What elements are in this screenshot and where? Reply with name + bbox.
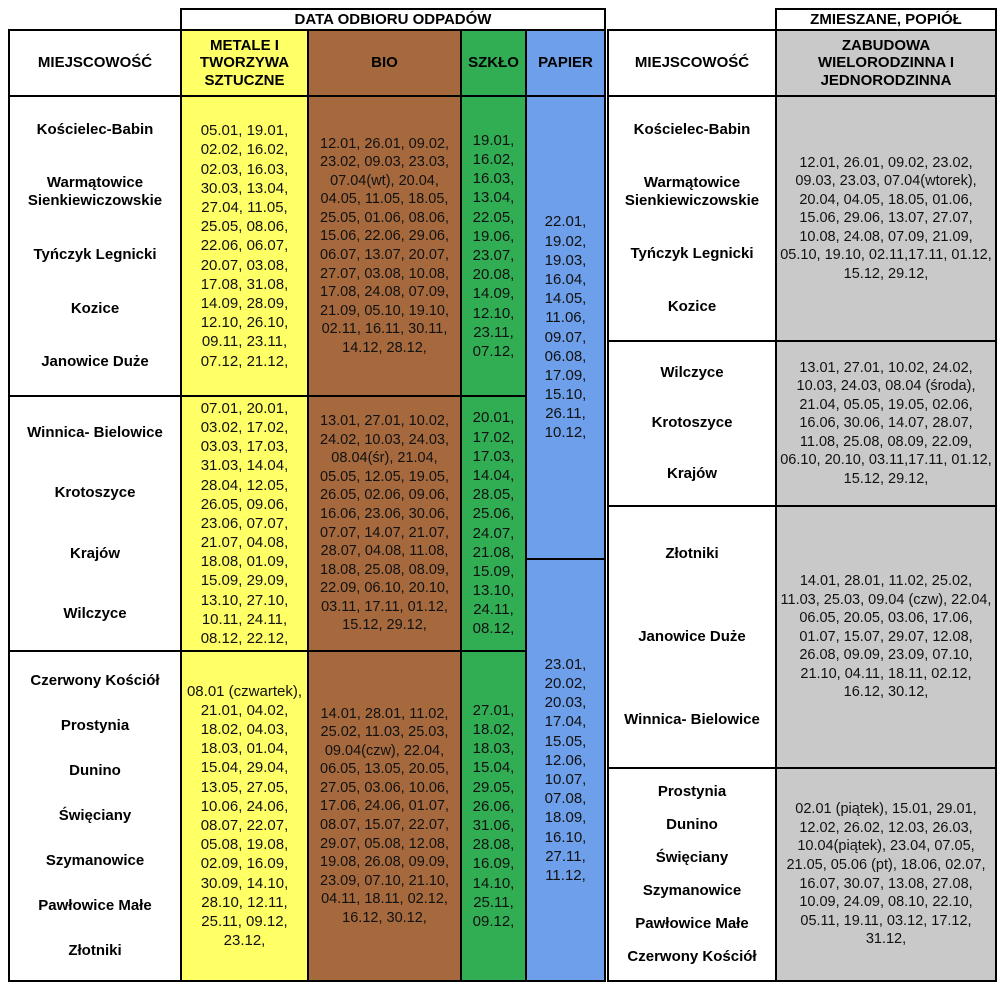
left-table-top-header: DATA ODBIORU ODPADÓW (180, 8, 606, 31)
right-group3-dates: 14.01, 28.01, 11.02, 25.02, 11.03, 25.03, 09.04 (czw), 22.04, 06.05, 20.05, 03.06, 17.06, 01.07, 15.07, 29.07, 12.08, 26.08, 09.09, 23.09, 07.10, 21.10, 04.11, 18.11, 02.12, 16.12, 30.12, (775, 505, 997, 769)
right-group2-dates: 13.01, 27.01, 10.02, 24.02, 10.03, 24.03, 08.04 (środa), 21.04, 05.05, 19.05, 02.06, 16.06, 30.06, 14.07, 28.07, 11.08, 25.08, 08.09, 22.09, 06.10, 20.10, 03.11,17.11, 01.12, 15.12, 29.12, (775, 340, 997, 507)
left-col-header-miejscowosc: MIEJSCOWOŚĆ (8, 29, 182, 97)
locality-label: Kozice (667, 298, 717, 316)
left-group1-bio-dates: 12.01, 26.01, 09.02, 23.02, 09.03, 23.03, 07.04(wt), 20.04, 04.05, 11.05, 18.05, 25.05, 01.06, 08.06, 15.06, 22.06, 29.06, 06.07, 13.07, 20.07, 27.07, 03.08, 10.08, 17.08, 24.08, 07.09, 21.09, 05.10, 19.10, 02.11, 16.11, 30.11, 14.12, 28.12, (307, 95, 462, 397)
left-col-header-metale: METALE I TWORZYWA SZTUCZNE (180, 29, 309, 97)
left-group2-bio-dates: 13.01, 27.01, 10.02, 24.02, 10.03, 24.03, 08.04(śr), 21.04, 05.05, 12.05, 19.05, 26.05, 02.06, 09.06, 16.06, 23.06, 30.06, 07.07, 14.07, 21.07, 28.07, 04.08, 11.08, 18.08, 25.08, 08.09, 22.09, 06.10, 20.10, 03.11, 17.11, 01.12, 15.12, 29.12, (307, 395, 462, 652)
locality-label: Winnica- Bielowice (624, 710, 760, 728)
locality-label: Warmątowice Sienkiewiczowskie (624, 173, 760, 209)
left-group2-szklo-dates: 20.01, 17.02, 17.03, 14.04, 28.05, 25.06, 24.07, 21.08, 15.09, 13.10, 24.11, 08.12, (460, 395, 527, 652)
left-col-header-bio: BIO (307, 29, 462, 97)
locality-label: Krotoszyce (54, 484, 136, 502)
locality-label: Pawłowice Małe (635, 915, 749, 933)
right-group4-dates: 02.01 (piątek), 15.01, 29.01, 12.02, 26.02, 12.03, 26.03, 10.04(piątek), 23.04, 07.05, 21.05, 05.06 (pt), 18.06, 02.07, 16.07, 30.07, 13.08, 27.08, 10.09, 24.09, 08.10, 22.10, 05.11, 19.11, 03.12, 17.12, 31.12, (775, 767, 997, 982)
left-group2-localities (8, 395, 182, 652)
locality-label: Krajów (69, 544, 120, 562)
locality-label: Kościelec-Babin (633, 120, 751, 138)
right-col-header-miejscowosc: MIEJSCOWOŚĆ (607, 29, 777, 97)
locality-label: Dunino (69, 761, 121, 779)
locality-label: Kozice (70, 299, 120, 317)
left-group3-localities (8, 650, 182, 982)
locality-label: Wilczyce (660, 364, 724, 382)
left-col-header-papier: PAPIER (525, 29, 606, 97)
papier-dates-cell-1: 22.01, 19.02, 19.03, 16.04, 14.05, 11.06, 09.07, 06.08, 17.09, 15.10, 26.11, 10.12, (525, 95, 606, 560)
locality-label: Krajów (666, 464, 717, 482)
locality-label: Janowice Duże (638, 627, 746, 645)
locality-label: Tyńczyk Legnicki (630, 245, 754, 263)
locality-label: Złotniki (68, 942, 122, 960)
locality-label: Warmątowice Sienkiewiczowskie (27, 174, 163, 210)
locality-label: Winnica- Bielowice (27, 424, 163, 442)
locality-label: Święciany (655, 848, 729, 866)
locality-label: Prostynia (657, 782, 727, 800)
right-group2-localities (607, 340, 777, 507)
papier-dates-cell-2: 23.01, 20.02, 20.03, 17.04, 15.05, 12.06, 10.07, 07.08, 18.09, 16.10, 27.11, 11.12, (525, 558, 606, 982)
left-group3-bio-dates: 14.01, 28.01, 11.02, 25.02, 11.03, 25.03, 09.04(czw), 22.04, 06.05, 13.05, 20.05, 27.05, 03.06, 10.06, 17.06, 24.06, 01.07, 08.07, 15.07, 22.07, 29.07, 05.08, 12.08, 19.08, 26.08, 09.09, 23.09, 07.10, 21.10, 04.11, 18.11, 02.12, 16.12, 30.12, (307, 650, 462, 982)
locality-label: Dunino (666, 815, 718, 833)
right-group1-dates: 12.01, 26.01, 09.02, 23.02, 09.03, 23.03, 07.04(wtorek), 20.04, 04.05, 18.05, 01.06, 15.06, 29.06, 13.07, 27.07, 10.08, 24.08, 07.09, 21.09, 05.10, 19.10, 02.11,17.11, 01.12, 15.12, 29.12, (775, 95, 997, 342)
left-group3-szklo-dates: 27.01, 18.02, 18.03, 15.04, 29.05, 26.06, 31.06, 28.08, 16.09, 14.10, 25.11, 09.12, (460, 650, 527, 982)
right-group1-localities (607, 95, 777, 342)
locality-label: Krotoszyce (651, 414, 733, 432)
locality-label: Złotniki (665, 545, 719, 563)
right-group4-localities (607, 767, 777, 982)
locality-label: Czerwony Kościół (30, 671, 160, 689)
left-group3-metale-dates: 08.01 (czwartek), 21.01, 04.02, 18.02, 04.03, 18.03, 01.04, 15.04, 29.04, 13.05, 27.05, 10.06, 24.06, 08.07, 22.07, 05.08, 19.08, 02.09, 16.09, 30.09, 14.10, 28.10, 12.11, 25.11, 09.12, 23.12, (180, 650, 309, 982)
left-group1-metale-dates: 05.01, 19.01, 02.02, 16.02, 02.03, 16.03, 30.03, 13.04, 27.04, 11.05, 25.05, 08.06, 22.06, 06.07, 20.07, 03.08, 17.08, 31.08, 14.09, 28.09, 12.10, 26.10, 09.11, 23.11, 07.12, 21.12, (180, 95, 309, 397)
locality-label: Wilczyce (63, 604, 127, 622)
locality-label: Święciany (58, 806, 132, 824)
left-group1-szklo-dates: 19.01, 16.02, 16.03, 13.04, 22.05, 19.06, 23.07, 20.08, 14.09, 12.10, 23.11, 07.12, (460, 95, 527, 397)
left-group2-metale-dates: 07.01, 20.01, 03.02, 17.02, 03.03, 17.03, 31.03, 14.04, 28.04, 12.05, 26.05, 09.06, 23.06, 07.07, 21.07, 04.08, 18.08, 01.09, 15.09, 29.09, 13.10, 27.10, 10.11, 24.11, 08.12, 22.12, (180, 395, 309, 652)
locality-label: Pawłowice Małe (38, 897, 152, 915)
locality-label: Kościelec-Babin (36, 120, 154, 138)
locality-label: Szymanowice (45, 852, 145, 870)
left-col-header-szklo: SZKŁO (460, 29, 527, 97)
right-col-header-zabudowa: ZABUDOWA WIELORODZINNA I JEDNORODZINNA (775, 29, 997, 97)
locality-label: Szymanowice (642, 882, 742, 900)
right-table-top-header: ZMIESZANE, POPIÓŁ (775, 8, 997, 31)
left-group1-localities (8, 95, 182, 397)
locality-label: Janowice Duże (41, 353, 149, 371)
right-group3-localities (607, 505, 777, 769)
locality-label: Prostynia (60, 716, 130, 734)
locality-label: Czerwony Kościół (627, 948, 757, 966)
locality-label: Tyńczyk Legnicki (33, 245, 157, 263)
